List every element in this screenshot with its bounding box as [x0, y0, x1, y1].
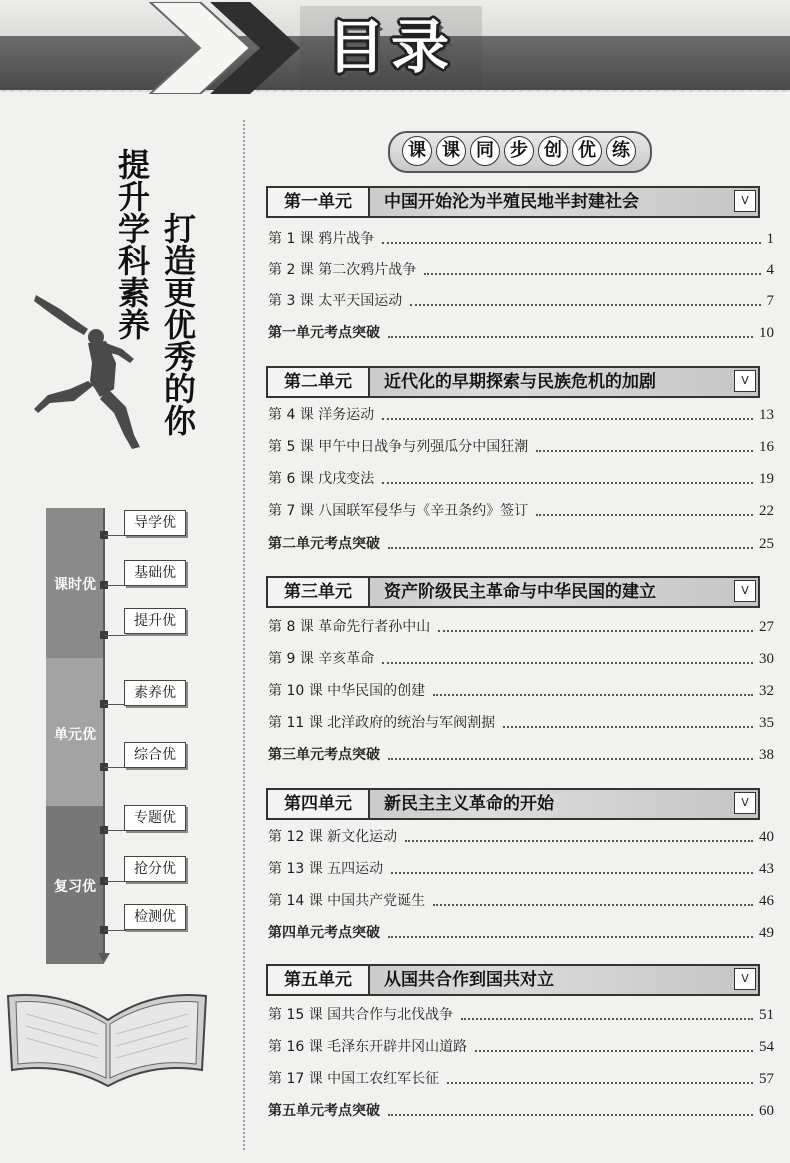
flow-connector	[104, 830, 126, 831]
leader-dots	[424, 273, 760, 275]
leader-dots	[536, 450, 753, 452]
chevron-down-icon[interactable]: V	[734, 190, 756, 212]
toc-page-number: 4	[766, 262, 774, 278]
section-banner-char: 练	[606, 136, 636, 166]
toc-page-number: 16	[759, 439, 774, 455]
flow-connector	[104, 585, 126, 586]
toc-page-number: 43	[759, 861, 774, 877]
toc-entry-title: 第 3 课 太平天国运动	[268, 293, 403, 309]
toc-entry[interactable]	[268, 259, 774, 281]
leader-dots	[438, 630, 753, 632]
toc-page-number: 46	[759, 893, 774, 909]
toc-page-number: 49	[759, 925, 774, 941]
flow-arrow-icon	[98, 953, 110, 963]
toc-page-number: 27	[759, 619, 774, 635]
toc-page-number: 19	[759, 471, 774, 487]
toc-entry-title: 第 8 课 革命先行者孙中山	[268, 619, 431, 635]
unit-title: 从国共合作到国共对立	[384, 970, 554, 990]
toc-entry-title: 第 5 课 甲午中日战争与列强瓜分中国狂潮	[268, 439, 529, 455]
unit-title: 中国开始沦为半殖民地半封建社会	[384, 192, 639, 212]
toc-entry-title: 第五单元考点突破	[268, 1103, 380, 1119]
column-divider	[243, 120, 245, 1150]
chevron-down-icon[interactable]: V	[734, 792, 756, 814]
toc-entry-title: 第三单元考点突破	[268, 747, 380, 763]
toc-entry[interactable]	[268, 616, 774, 638]
chevron-down-icon[interactable]: V	[734, 580, 756, 602]
unit-number: 第二单元	[268, 368, 370, 396]
leader-dots	[433, 694, 753, 696]
toc-entry-title: 第 16 课 毛泽东开辟井冈山道路	[268, 1039, 468, 1055]
leader-dots	[405, 840, 753, 842]
flow-step-box: 素养优	[124, 680, 186, 706]
toc-entry[interactable]	[268, 890, 774, 912]
unit-number: 第五单元	[268, 966, 370, 994]
toc-entry-title: 第 9 课 辛亥革命	[268, 651, 375, 667]
leader-dots	[382, 662, 753, 664]
toc-entry[interactable]	[268, 1036, 774, 1058]
leader-dots	[475, 1050, 753, 1052]
toc-entry[interactable]	[268, 290, 774, 312]
flow-step-box: 提升优	[124, 608, 186, 634]
unit-number: 第三单元	[268, 578, 370, 606]
slogan-line-2: 打造更优秀的你	[159, 212, 197, 436]
toc-page-number: 13	[759, 407, 774, 423]
toc-page-number: 22	[759, 503, 774, 519]
leader-dots	[388, 1114, 753, 1116]
toc-entry-title: 第四单元考点突破	[268, 925, 380, 941]
unit-header[interactable]	[266, 788, 760, 820]
flow-connector	[104, 704, 126, 705]
chevron-down-icon[interactable]: V	[734, 968, 756, 990]
flow-connector	[104, 930, 126, 931]
jumper-silhouette-icon	[30, 285, 140, 455]
leader-dots	[382, 482, 753, 484]
leader-dots	[388, 936, 753, 938]
leader-dots	[536, 514, 753, 516]
slogan-line-1: 提升学科素养	[113, 148, 151, 340]
toc-entry-title: 第二单元考点突破	[268, 536, 380, 552]
toc-page-number: 32	[759, 683, 774, 699]
flow-step-box: 基础优	[124, 560, 186, 586]
toc-entry-title: 第 2 课 第二次鸦片战争	[268, 262, 417, 278]
section-banner-char: 优	[572, 136, 602, 166]
page-title: 目录	[326, 13, 455, 81]
toc-entry[interactable]	[268, 404, 774, 426]
section-banner-char: 步	[504, 136, 534, 166]
flow-connector	[104, 881, 126, 882]
toc-entry-title: 第 11 课 北洋政府的统治与军阀割据	[268, 715, 496, 731]
leader-dots	[447, 1082, 753, 1084]
toc-entry[interactable]	[268, 436, 774, 458]
flow-stage-label: 单元优	[54, 726, 96, 742]
unit-header[interactable]	[266, 186, 760, 218]
flow-stage-label: 课时优	[54, 576, 96, 592]
toc-entry-title: 第一单元考点突破	[268, 325, 380, 341]
toc-entry-title: 第 6 课 戊戌变法	[268, 471, 375, 487]
toc-page-number: 40	[759, 829, 774, 845]
flow-stage-label: 复习优	[54, 878, 96, 894]
toc-entry[interactable]	[268, 680, 774, 702]
flow-step-box: 检测优	[124, 904, 186, 930]
leader-dots	[382, 418, 753, 420]
toc-entry[interactable]	[268, 468, 774, 490]
unit-header[interactable]	[266, 576, 760, 608]
chevron-down-icon[interactable]: V	[734, 370, 756, 392]
unit-number: 第一单元	[268, 188, 370, 216]
toc-entry[interactable]	[268, 1004, 774, 1026]
toc-entry[interactable]	[268, 826, 774, 848]
toc-entry-title: 第 10 课 中华民国的创建	[268, 683, 426, 699]
leader-dots	[410, 304, 760, 306]
leader-dots	[388, 758, 753, 760]
unit-header[interactable]	[266, 366, 760, 398]
flow-connector	[104, 767, 126, 768]
leader-dots	[382, 242, 760, 244]
toc-entry-title: 第 17 课 中国工农红军长征	[268, 1071, 440, 1087]
toc-page-number: 60	[759, 1103, 774, 1119]
toc-review-entry[interactable]	[268, 322, 774, 344]
toc-entry[interactable]	[268, 228, 774, 250]
flow-step-box: 导学优	[124, 510, 186, 536]
toc-page-number: 1	[766, 231, 774, 247]
toc-entry[interactable]	[268, 648, 774, 670]
toc-entry-title: 第 7 课 八国联军侵华与《辛丑条约》签订	[268, 503, 529, 519]
section-banner-char: 课	[436, 136, 466, 166]
leader-dots	[433, 904, 753, 906]
toc-review-entry[interactable]	[268, 922, 774, 944]
toc-entry[interactable]	[268, 500, 774, 522]
flow-connector	[104, 535, 126, 536]
toc-page-number: 7	[766, 293, 774, 309]
toc-page-number: 25	[759, 536, 774, 552]
toc-page-number: 35	[759, 715, 774, 731]
toc-review-entry[interactable]	[268, 744, 774, 766]
toc-entry-title: 第 15 课 国共合作与北伐战争	[268, 1007, 454, 1023]
toc-review-entry[interactable]	[268, 533, 774, 555]
unit-number: 第四单元	[268, 790, 370, 818]
leader-dots	[461, 1018, 753, 1020]
toc-review-entry[interactable]	[268, 1100, 774, 1122]
toc-entry-title: 第 4 课 洋务运动	[268, 407, 375, 423]
toc-entry-title: 第 13 课 五四运动	[268, 861, 384, 877]
leader-dots	[503, 726, 753, 728]
unit-header[interactable]	[266, 964, 760, 996]
leader-dots	[388, 336, 753, 338]
toc-entry[interactable]	[268, 1068, 774, 1090]
unit-title: 新民主主义革命的开始	[384, 794, 554, 814]
section-banner-char: 同	[470, 136, 500, 166]
flow-connector	[104, 635, 126, 636]
section-banner-char: 课	[402, 136, 432, 166]
toc-entry[interactable]	[268, 712, 774, 734]
toc-page-number: 51	[759, 1007, 774, 1023]
section-banner-char: 创	[538, 136, 568, 166]
flow-step-box: 专题优	[124, 805, 186, 831]
unit-title: 近代化的早期探索与民族危机的加剧	[384, 372, 656, 392]
toc-entry-title: 第 1 课 鸦片战争	[268, 231, 375, 247]
leader-dots	[391, 872, 753, 874]
toc-entry[interactable]	[268, 858, 774, 880]
toc-entry-title: 第 14 课 中国共产党诞生	[268, 893, 426, 909]
toc-page-number: 54	[759, 1039, 774, 1055]
toc-page-number: 10	[759, 325, 774, 341]
open-book-icon	[2, 990, 212, 1090]
toc-page-number: 30	[759, 651, 774, 667]
toc-entry-title: 第 12 课 新文化运动	[268, 829, 398, 845]
flow-line	[103, 508, 105, 956]
flow-step-box: 综合优	[124, 742, 186, 768]
leader-dots	[388, 547, 753, 549]
flow-step-box: 抢分优	[124, 856, 186, 882]
unit-title: 资产阶级民主革命与中华民国的建立	[384, 582, 656, 602]
toc-page-number: 38	[759, 747, 774, 763]
toc-page-number: 57	[759, 1071, 774, 1087]
